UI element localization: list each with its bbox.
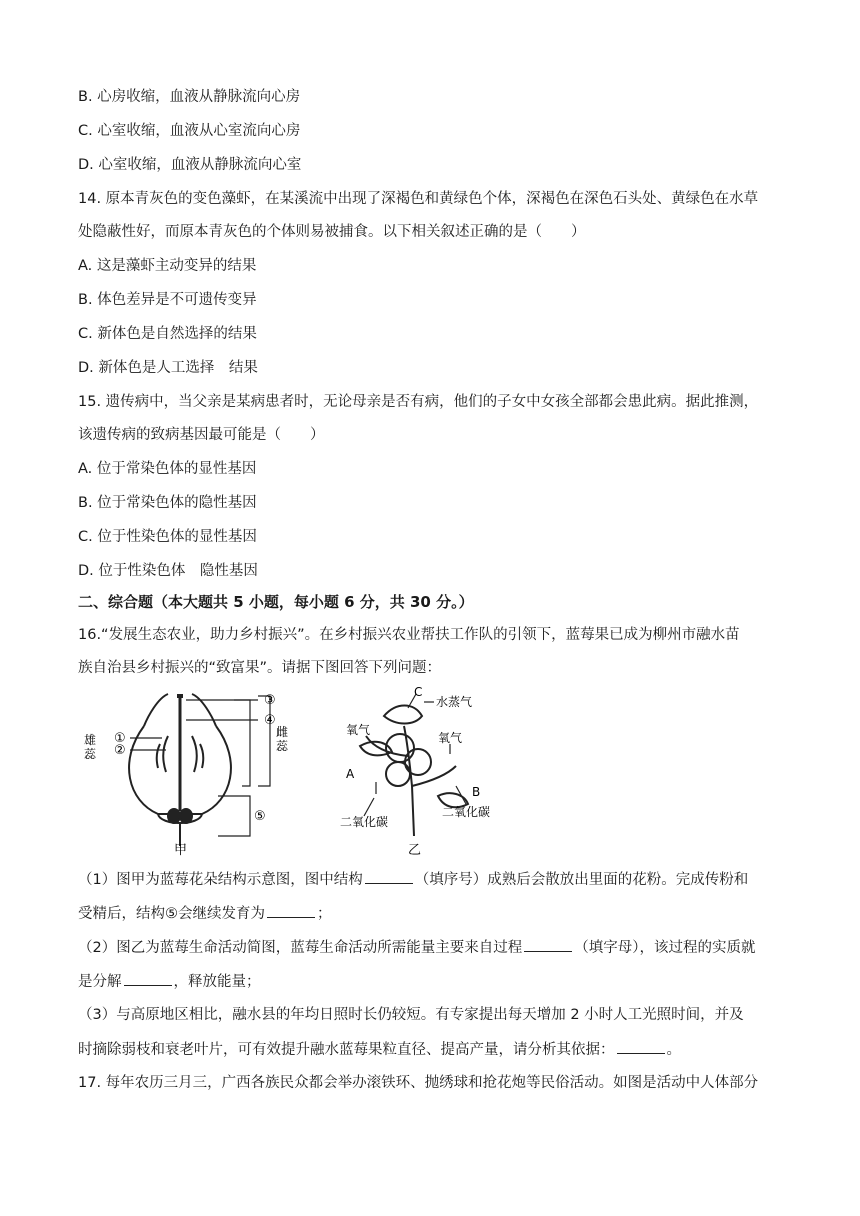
q16-part1-text-d: ；: [317, 906, 332, 922]
label-oxygen-left: 氧气: [346, 723, 371, 737]
q16-stem-line2: 族自治县乡村振兴的“致富果”。请据下图回答下列问题：: [78, 660, 442, 676]
flower-and-plant-diagrams: [78, 686, 518, 856]
q14-stem-line2: 处隐蔽性好，而原本青灰色的个体则易被捕食。以下相关叙述正确的是（ ）: [78, 224, 586, 240]
q16-part1-line1: [78, 869, 748, 890]
q14-option-a: A. 这是藻虾主动变异的结果: [78, 258, 257, 274]
q16-part3-line2: [78, 1039, 681, 1060]
q16-part2-text-d: ，释放能量；: [173, 974, 261, 990]
q15-stem-line1: 15. 遗传病中，当父亲是某病患者时，无论母亲是否有病，他们的子女中女孩全部都会患此病。据此推测，: [78, 394, 759, 410]
q15-option-b: B. 位于常染色体的隐性基因: [78, 495, 257, 511]
q16-part3-text-b: 。: [666, 1042, 681, 1058]
label-5: ⑤: [254, 809, 266, 824]
answer-blank[interactable]: [267, 903, 315, 918]
q15-option-a: A. 位于常染色体的显性基因: [78, 461, 257, 477]
stamen-label-bottom: 蕊: [84, 747, 97, 761]
label-c: C: [414, 686, 423, 699]
label-b: B: [472, 785, 481, 799]
q14-stem-line1: 14. 原本青灰色的变色藻虾，在某溪流中出现了深褐色和黄绿色个体，深褐色在深色石头处、黄绿色在水草: [78, 191, 759, 207]
q16-part2-line2: [78, 971, 261, 992]
label-4: ④: [264, 713, 276, 728]
q14-option-c: C. 新体色是自然选择的结果: [78, 326, 257, 342]
label-2: ②: [114, 743, 126, 758]
q16-part3-line1: （3）与高原地区相比，融水县的年均日照时长仍较短。有专家提出每天增加 2 小时人工光照时间，并及: [78, 1007, 744, 1023]
q16-part3-text-a: 时摘除弱枝和衰老叶片，可有效提升融水蓝莓果粒直径、提高产量，请分析其依据：: [78, 1042, 615, 1058]
q17-stem-line1: 17. 每年农历三月三，广西各族民众都会举办滚铁环、抛绣球和抢花炮等民俗活动。如图是活动中人体部分: [78, 1075, 759, 1091]
answer-blank[interactable]: [617, 1039, 665, 1054]
label-co2-left: 二氧化碳: [340, 815, 389, 829]
pistil-label-bottom: 蕊: [276, 739, 289, 753]
q14-option-d: D. 新体色是人工选择 结果: [78, 360, 258, 376]
q16-part1-text-b: （填序号）成熟后会散放出里面的花粉。完成传粉和: [414, 872, 749, 888]
label-water-vapor: 水蒸气: [436, 695, 473, 709]
q16-part1-text-c: 受精后，结构⑤会继续发育为: [78, 906, 265, 922]
q13-option-b: B. 心房收缩，血液从静脉流向心房: [78, 89, 301, 105]
q15-option-c: C. 位于性染色体的显性基因: [78, 529, 257, 545]
answer-blank[interactable]: [124, 971, 172, 986]
q13-option-c: C. 心室收缩，血液从心室流向心房: [78, 123, 301, 139]
section-2-title: 二、综合题（本大题共 5 小题，每小题 6 分，共 30 分。）: [78, 593, 474, 611]
stamen-label-top: 雄: [84, 733, 97, 747]
answer-blank[interactable]: [365, 869, 413, 884]
label-co2-right: 二氧化碳: [442, 805, 491, 819]
figure-yi-caption: 乙: [408, 843, 422, 856]
figure-jia-caption: 甲: [174, 843, 188, 856]
label-oxygen-right: 氧气: [438, 731, 463, 745]
q16-part2-text-a: （2）图乙为蓝莓生命活动简图，蓝莓生命活动所需能量主要来自过程: [78, 940, 523, 956]
label-a: A: [346, 767, 355, 781]
answer-blank[interactable]: [524, 937, 572, 952]
q15-stem-line2: 该遗传病的致病基因最可能是（ ）: [78, 427, 325, 443]
q16-stem-line1: 16.“发展生态农业，助力乡村振兴”。在乡村振兴农业帮扶工作队的引领下，蓝莓果已成为柳州市融水苗: [78, 627, 740, 643]
q14-option-b: B. 体色差异是不可遗传变异: [78, 292, 257, 308]
q15-option-d: D. 位于性染色体 隐性基因: [78, 563, 258, 579]
q13-option-d: D. 心室收缩，血液从静脉流向心室: [78, 157, 302, 173]
label-3: ③: [264, 693, 276, 708]
q16-part2-text-c: 是分解: [78, 974, 122, 990]
q16-part1-line2: [78, 903, 332, 924]
q16-figures: [78, 686, 518, 856]
q16-part2-text-b: （填字母），该过程的实质就: [574, 940, 756, 956]
q16-part1-text-a: （1）图甲为蓝莓花朵结构示意图，图中结构: [78, 872, 363, 888]
pistil-label-top: 雌: [276, 725, 289, 739]
label-1: ①: [114, 731, 126, 746]
figure-jia-flower-structure: [129, 694, 270, 846]
q16-part2-line1: [78, 937, 755, 958]
